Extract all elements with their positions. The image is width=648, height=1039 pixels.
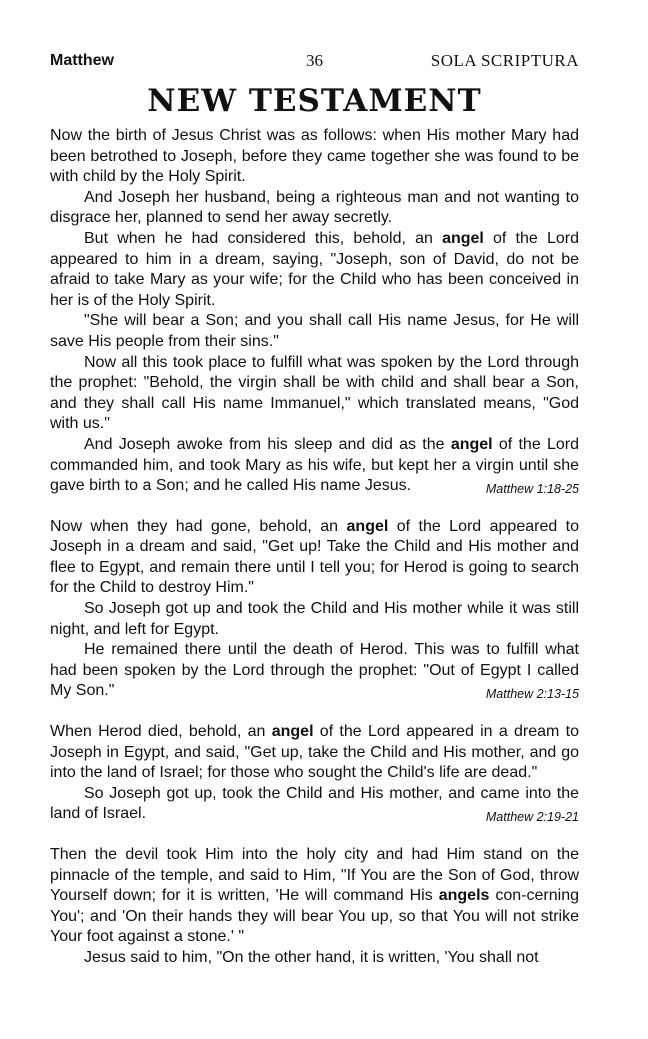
verse-text: con-cerning You'; and 'On their hands they will bear You up, so that You will not strike Your foot against a stone.' " bbox=[50, 887, 579, 946]
verse-paragraph bbox=[50, 517, 579, 599]
verse-text: And Joseph awoke from his sleep and did as the bbox=[84, 435, 451, 453]
verse-paragraph bbox=[50, 948, 579, 969]
emphasized-word: angel bbox=[442, 229, 484, 247]
verse-text: And Joseph her husband, being a righteous man and not wanting to disgrace her, planned to send her away secretly. bbox=[50, 188, 579, 227]
verse-paragraph bbox=[50, 784, 579, 825]
scripture-passage bbox=[50, 722, 579, 825]
emphasized-word: angels bbox=[438, 887, 490, 905]
scripture-passage bbox=[50, 126, 579, 497]
scripture-reference: Matthew 2:13-15 bbox=[485, 687, 579, 702]
verse-text: So Joseph got up and took the Child and His mother while it was still night, and left for Egypt. bbox=[50, 600, 579, 638]
scripture-passage bbox=[50, 517, 579, 702]
verse-paragraph bbox=[50, 126, 579, 188]
passages bbox=[50, 126, 579, 969]
emphasized-word: angel bbox=[346, 517, 389, 535]
verse-paragraph bbox=[50, 722, 579, 784]
verse-paragraph bbox=[50, 599, 579, 640]
scripture-passage bbox=[50, 845, 579, 969]
series-title: SOLA SCRIPTURA bbox=[430, 51, 579, 70]
book-name: Matthew bbox=[50, 52, 114, 69]
verse-paragraph bbox=[50, 353, 579, 435]
verse-text: of the Lord commanded him, and took Mary as his wife, but kept her a virgin until she gave birth to a Son; and he called His name Jesus. bbox=[50, 435, 579, 495]
section-title: NEW TESTAMENT bbox=[147, 83, 482, 119]
verse-paragraph bbox=[50, 229, 579, 311]
verse-text: So Joseph got up, took the Child and His mother, and came into the land of Israel. bbox=[50, 784, 579, 823]
verse-text: Now all this took place to fulfill what was spoken by the Lord through the prophet: "Behold, the virgin shall be with child and shall bear a Son, and they shall call His name Immanuel," which translated means, "God with us." bbox=[50, 353, 579, 433]
emphasized-word: angel bbox=[450, 435, 493, 453]
verse-paragraph bbox=[50, 435, 579, 497]
verse-paragraph bbox=[50, 188, 579, 229]
verse-text: Now the birth of Jesus Christ was as follows: when His mother Mary had been betrothed to Joseph, before they came together she was found to be with child by the Holy Spirit. bbox=[50, 127, 579, 186]
scripture-reference: Matthew 2:19-21 bbox=[485, 810, 579, 825]
verse-paragraph bbox=[50, 311, 579, 352]
verse-text: Jesus said to him, "On the other hand, it is written, 'You shall not bbox=[84, 948, 539, 966]
verse-paragraph bbox=[50, 845, 579, 948]
verse-text: of the Lord appeared to Joseph in a dream and said, "Get up! Take the Child and His mother and flee to Egypt, and remain there until I tell you; for Herod is going to search for the Child to destroy Him." bbox=[50, 517, 580, 597]
verse-text: Then the devil took Him into the holy city and had Him stand on the pinnacle of the temple, and said to Him, "If You are the Son of God, throw Yourself down; for it is written, 'He will command His bbox=[50, 846, 579, 905]
scripture-reference: Matthew 1:18-25 bbox=[485, 482, 579, 497]
verse-text: But when he had considered this, behold, an bbox=[84, 229, 443, 247]
page-number: 36 bbox=[306, 51, 323, 70]
verse-text: He remained there until the death of Herod. This was to fulfill what had been spoken by the Lord through the prophet: "Out of Egypt I called My Son." bbox=[50, 641, 579, 700]
running-header bbox=[50, 48, 579, 74]
page bbox=[50, 48, 579, 989]
verse-text: of the Lord appeared in a dream to Joseph in Egypt, and said, "Get up, take the Child and His mother, and go into the land of Israel; for those who sought the Child's life are dead." bbox=[50, 723, 579, 782]
verse-text: "She will bear a Son; and you shall call His name Jesus, for He will save His people from their sins." bbox=[50, 312, 579, 350]
verse-text: of the Lord appeared to him in a dream, saying, "Joseph, son of David, do not be afraid to take Mary as your wife; for the Child who has been conceived in her is of the Holy Spirit. bbox=[50, 229, 579, 309]
emphasized-word: angel bbox=[271, 723, 314, 741]
verse-text: Now when they had gone, behold, an bbox=[50, 517, 347, 535]
verse-paragraph bbox=[50, 640, 579, 702]
verse-text: When Herod died, behold, an bbox=[50, 723, 272, 741]
